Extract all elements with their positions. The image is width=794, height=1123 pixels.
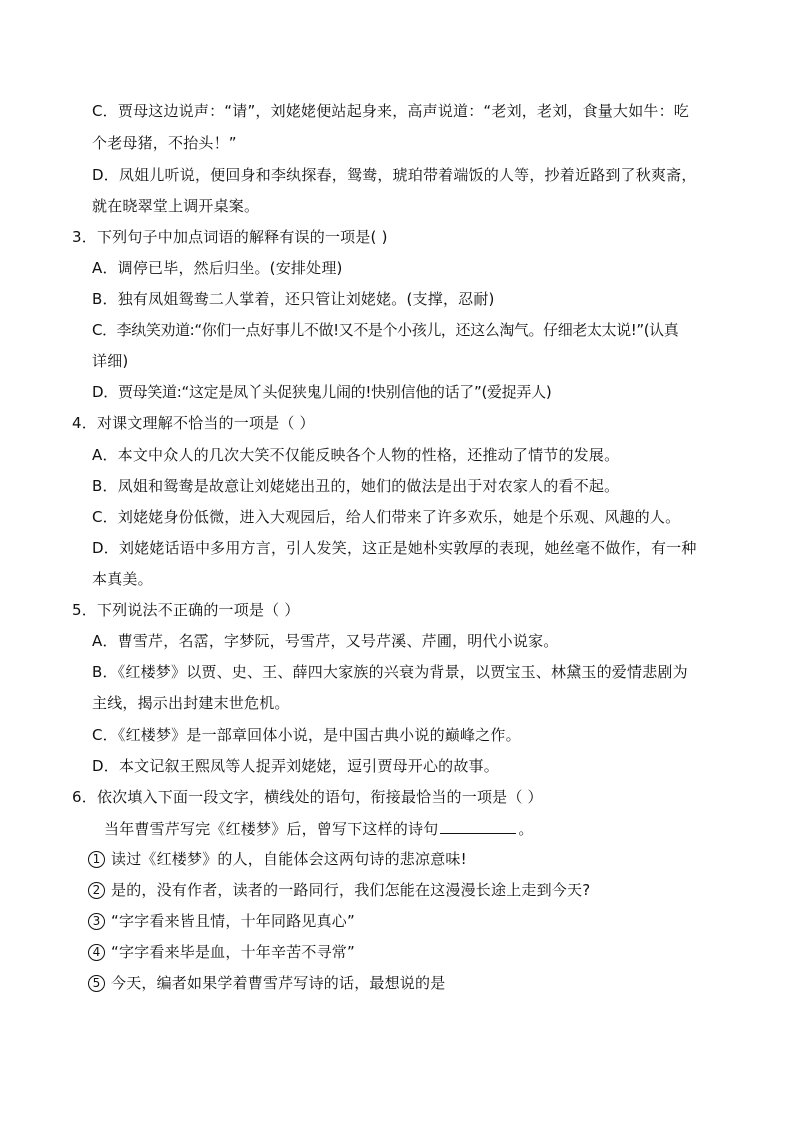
q2-option-c-line1: C．贾母这边说声：“请”，刘姥姥便站起身来，高声说道：“老刘，老刘，食量大如牛：吃 [92, 102, 689, 120]
q6-passage [104, 818, 534, 840]
q4-option-d-line1: D．刘姥姥话语中多用方言，引人发笑，这正是她朴实敦厚的表现，她丝毫不做作，有一种 [92, 539, 697, 557]
circled-number: 2 [88, 882, 105, 899]
q3-option-a: A．调停已毕，然后归坐。(安排处理) [92, 259, 343, 277]
q3-stem: 3．下列句子中加点词语的解释有误的一项是( ) [72, 228, 388, 246]
q6-item [88, 849, 467, 871]
circled-number: 3 [88, 913, 105, 930]
circled-number: 1 [88, 851, 105, 868]
q6-item-text: 今天，编者如果学着曹雪芹写诗的话，最想说的是 [111, 974, 446, 992]
circled-number: 5 [88, 975, 105, 992]
q4-option-b: B．凤姐和鸳鸯是故意让刘姥姥出丑的，她们的做法是出于对农家人的看不起。 [92, 477, 620, 495]
q2-option-d-line2: 就在晓翠堂上调开桌案。 [92, 197, 260, 215]
q6-answer-blank [440, 818, 516, 834]
q6-passage-end: 。 [518, 820, 534, 838]
q6-item-text: 读过《红楼梦》的人，自能体会这两句诗的悲凉意味! [111, 850, 467, 868]
q5-option-b-line1: B．《红楼梦》以贾、史、王、薛四大家族的兴衰为背景，以贾宝玉、林黛玉的爱情悲剧为 [92, 663, 688, 681]
q5-option-d: D．本文记叙王熙凤等人捉弄刘姥姥，逗引贾母开心的故事。 [92, 757, 499, 775]
q3-option-c-line2: 详细) [92, 352, 129, 370]
q3-option-d: D．贾母笑道:“这定是凤丫头促狭鬼儿闹的!快别信他的话了”(爱捉弄人) [92, 383, 552, 401]
circled-number: 4 [88, 944, 105, 961]
q4-option-c: C．刘姥姥身份低微，进入大观园后，给人们带来了许多欢乐，她是个乐观、风趣的人。 [92, 508, 681, 526]
q4-option-d-line2: 本真美。 [92, 570, 153, 588]
q2-option-d-line1: D．凤姐儿听说，便回身和李纨探春，鸳鸯，琥珀带着端饭的人等，抄着近路到了秋爽斋， [92, 166, 697, 184]
q5-option-b-line2: 主线，揭示出封建末世危机。 [92, 694, 290, 712]
q6-item [88, 911, 355, 933]
q5-option-a: A．曹雪芹，名霑，字梦阮，号雪芹，又号芹溪、芹圃，明代小说家。 [92, 632, 559, 650]
q5-stem: 5．下列说法不正确的一项是（ ） [72, 601, 300, 619]
q6-stem: 6．依次填入下面一段文字，横线处的语句，衔接最恰当的一项是（ ） [72, 788, 543, 806]
q6-item-text: 是的，没有作者，读者的一路同行，我们怎能在这漫漫长途上走到今天? [111, 881, 591, 899]
q4-option-a: A．本文中众人的几次大笑不仅能反映各个人物的性格，还推动了情节的发展。 [92, 446, 620, 464]
q3-option-c-line1: C．李纨笑劝道:“你们一点好事儿不做!又不是个小孩儿，还这么淘气。仔细老太太说!”(认真 [92, 321, 679, 339]
q2-option-c-line2: 个老母猪，不抬头！” [92, 134, 237, 152]
q3-option-b: B．独有凤姐鸳鸯二人掌着，还只管让刘姥姥。(支撑，忍耐) [92, 290, 495, 308]
q6-item-text: “字字看来毕是血，十年辛苦不寻常” [111, 943, 355, 961]
q6-item-text: “字字看来皆且情，十年同路见真心” [111, 912, 355, 930]
q6-item [88, 973, 445, 995]
q6-passage-text: 当年曹雪芹写完《红楼梦》后，曾写下这样的诗句 [104, 820, 439, 838]
q6-item [88, 880, 590, 902]
q6-item [88, 942, 355, 964]
q5-option-c: C．《红楼梦》是一部章回体小说，是中国古典小说的巅峰之作。 [92, 726, 521, 744]
q4-stem: 4．对课文理解不恰当的一项是（ ） [72, 414, 315, 432]
